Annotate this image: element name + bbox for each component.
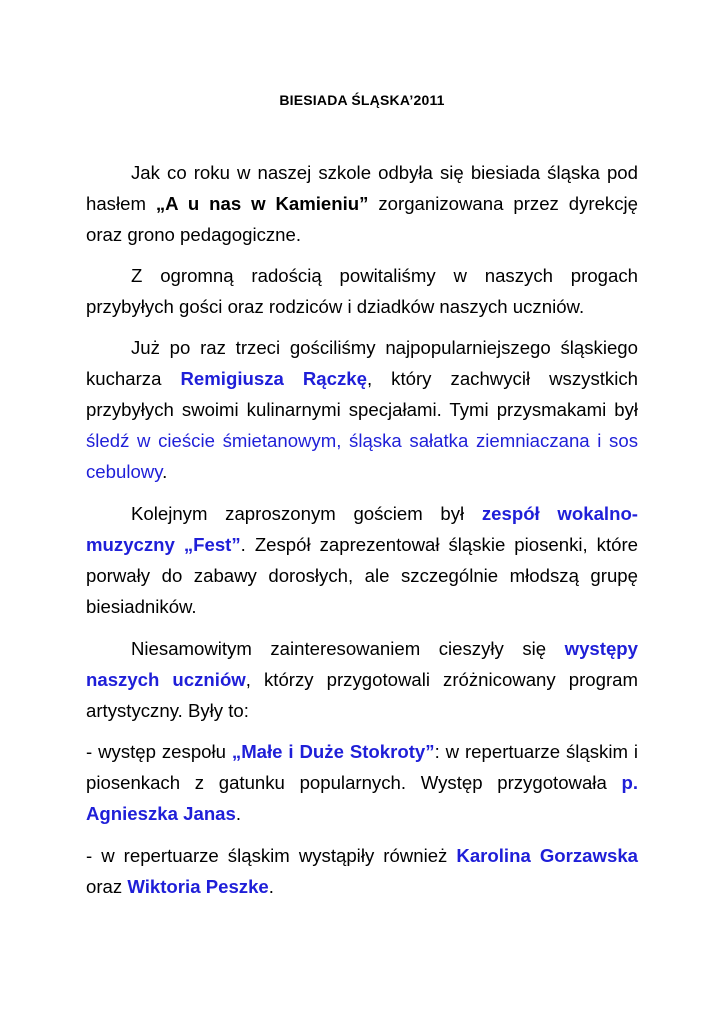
paragraph-text: oraz (86, 876, 128, 897)
teacher-name: p. Agnieszka Janas (86, 772, 638, 824)
list-item-soloists (86, 840, 638, 902)
paragraph-text: . (235, 803, 242, 824)
list-item-group (86, 736, 638, 829)
paragraph-welcome (86, 260, 638, 322)
paragraph-text: Już po raz trzeci gościliśmy najpopularniejszego śląskiego kucharza (86, 337, 638, 389)
performer-name: Wiktoria Peszke (127, 876, 269, 897)
paragraph-text: - w repertuarze śląskim wystąpiły również (86, 845, 457, 866)
dishes-list: śledź w cieście śmietanowym, śląska sałatka ziemniaczana i sos cebulowy (86, 430, 638, 482)
performer-name: Karolina Gorzawska (456, 845, 638, 866)
group-name: „Małe i Duże Stokroty” (231, 741, 435, 762)
band-name: zespół wokalno-muzyczny „Fest” (86, 503, 638, 555)
paragraph-chef (86, 332, 638, 487)
event-motto: „A u nas w Kamieniu” (155, 193, 369, 214)
chef-name: Remigiusza Rączkę (180, 368, 367, 389)
document-title: BIESIADA ŚLĄSKA’2011 (279, 92, 445, 108)
paragraph-text: Niesamowitym zainteresowaniem cieszyły się (131, 638, 565, 659)
paragraph-text: , który zachwycił wszystkich przybyłych swoimi kulinarnymi specjałami. Tymi przysmakami był (86, 368, 638, 420)
paragraph-text: . Zespół zaprezentował śląskie piosenki, które porwały do zabawy dorosłych, ale szczególnie młodszą grupę biesiadników. (86, 534, 638, 617)
paragraph-text: Kolejnym zaproszonym gościem był (131, 503, 482, 524)
paragraph-text: Jak co roku w naszej szkole odbyła się biesiada śląska pod hasłem (86, 162, 638, 214)
paragraph-text: : w repertuarze śląskim i piosenkach z gatunku popularnych. Występ przygotowała (86, 741, 638, 793)
paragraph-students (86, 633, 638, 726)
paragraph-text: . (268, 876, 274, 897)
paragraph-band (86, 498, 638, 622)
paragraph-text: , którzy przygotowali zróżnicowany program artystyczny. Były to: (86, 669, 638, 721)
paragraph-text: zorganizowana przez dyrekcję oraz grono pedagogiczne. (86, 193, 639, 245)
paragraph-intro (86, 157, 638, 250)
paragraph-text: Z ogromną radością powitaliśmy w naszych progach przybyłych gości oraz rodziców i dziadków naszych uczniów. (86, 265, 638, 317)
paragraph-text: - występ zespołu (86, 741, 232, 762)
paragraph-text: . (162, 461, 168, 482)
student-shows: występy naszych uczniów (86, 638, 638, 690)
